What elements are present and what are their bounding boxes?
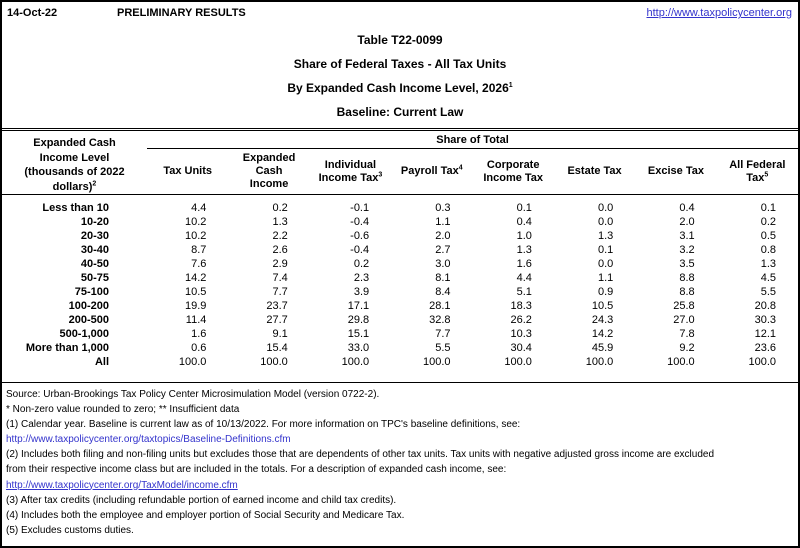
table-row	[2, 229, 798, 243]
row-label: 20-30	[80, 230, 109, 242]
table-cell: 0.4	[679, 202, 695, 214]
column-header	[310, 159, 391, 185]
table-cell: 0.1	[760, 202, 776, 214]
table-cell: 2.2	[272, 230, 288, 242]
footnote-ref: 5	[764, 170, 769, 178]
table-cell: 5.5	[760, 286, 776, 298]
row-label: 200-500	[68, 314, 109, 326]
table-cell: 7.7	[272, 286, 288, 298]
header-line: dollars)$^2$	[52, 179, 97, 193]
footnote-line: from their respective income class but are included in the totals. For a description of expanded cash income, see:	[6, 464, 507, 476]
table-cell: 27.7	[266, 314, 288, 326]
table-cell: 1.6	[516, 258, 532, 270]
table-cell: 0.8	[760, 244, 776, 256]
table-cell: 1.3	[272, 216, 288, 228]
table-grouping-title: By Expanded Cash Income Level, 2026$^1$	[287, 81, 513, 95]
table-row	[2, 327, 798, 341]
table-cell: 1.3	[597, 230, 614, 242]
table-cell: 20.8	[754, 300, 776, 312]
table-cell: 28.1	[429, 300, 451, 312]
table-cell: 3.5	[679, 258, 695, 270]
report-date: 14-Oct-22	[7, 7, 58, 19]
table-cell: 100.0	[748, 356, 776, 368]
table-cell: 3.0	[435, 258, 451, 270]
footnote-link[interactable]: http://www.taxpolicycenter.org/TaxModel/income.cfm	[6, 479, 238, 491]
footnote-line: * Non-zero value rounded to zero; ** Insufficient data	[6, 404, 240, 416]
table-cell: 3.1	[679, 230, 695, 242]
header-line: All Federal	[729, 158, 786, 171]
footnote-link[interactable]: http://www.taxpolicycenter.org/taxtopics/Baseline-Definitions.cfm	[6, 434, 291, 446]
row-label: 40-50	[80, 258, 109, 270]
footnote-line	[6, 432, 798, 447]
footnote-line: (4) Includes both the employee and employer portion of Social Security and Medicare Tax.	[6, 509, 405, 521]
table-cell: 0.0	[597, 202, 614, 214]
table-cell: 3.2	[679, 244, 695, 256]
header-line: Income Tax$^3$	[318, 170, 383, 184]
table-row	[2, 271, 798, 285]
column-header-row	[147, 149, 798, 194]
income-level-column-header	[2, 131, 147, 194]
row-label: 30-40	[80, 244, 109, 256]
table-cell: 9.1	[272, 328, 288, 340]
table-cell: 2.3	[353, 272, 370, 284]
table-cell: 29.8	[347, 314, 370, 326]
footnote-line: Source: Urban-Brookings Tax Policy Center Microsimulation Model (version 0722-2).	[6, 389, 380, 400]
table-cell: 23.7	[266, 300, 288, 312]
top-bar	[2, 2, 798, 19]
table-body	[2, 195, 798, 383]
header-line: Individual	[324, 158, 377, 171]
table-cell: 8.4	[435, 286, 451, 298]
table-cell: 2.7	[435, 244, 451, 256]
table-cell: 0.0	[597, 258, 614, 270]
table-cell: 0.6	[191, 342, 207, 354]
table-cell: 0.3	[435, 202, 451, 214]
table-row	[2, 355, 798, 369]
share-of-total-span-header: Share of Total	[147, 131, 798, 149]
preliminary-results-label: PRELIMINARY RESULTS	[117, 7, 246, 19]
header-line: Tax Units	[163, 165, 213, 177]
table-row	[2, 257, 798, 271]
header-line: (thousands of 2022	[24, 166, 125, 178]
table-number-title: Table T22-0099	[357, 33, 443, 47]
table-cell: 100.0	[178, 356, 207, 368]
table-cell: 45.9	[591, 342, 614, 354]
table-cell: 2.0	[435, 230, 451, 242]
footnote-ref-1: 1	[508, 82, 513, 89]
footnote-line: (1) Calendar year. Baseline is current law as of 10/13/2022. For more information on TPC's baseline definitions, see:	[6, 419, 521, 431]
table-cell: 23.6	[754, 342, 776, 354]
table-cell: 32.8	[429, 314, 451, 326]
table-cell: 26.2	[510, 314, 532, 326]
table-cell: 30.3	[754, 314, 776, 326]
table-row	[2, 285, 798, 299]
table-cell: 24.3	[591, 314, 614, 326]
table-cell: 7.6	[191, 258, 207, 270]
table-cell: 5.1	[516, 286, 532, 298]
table-cell: 8.8	[679, 286, 695, 298]
table-cell: 8.7	[191, 244, 207, 256]
column-header	[391, 165, 472, 178]
header-line: Income Level	[39, 151, 110, 164]
table-cell: 30.4	[510, 342, 532, 354]
table-cell: 2.0	[679, 216, 695, 228]
row-label: More than 1,000	[25, 342, 109, 354]
baseline-title: Baseline: Current Law	[336, 105, 464, 119]
table-cell: 0.1	[597, 244, 614, 256]
table-cell: 0.2	[272, 202, 288, 214]
table-cell: 19.9	[184, 300, 207, 312]
table-cell: 4.4	[191, 202, 207, 214]
table-row	[2, 341, 798, 355]
row-label: All	[94, 356, 109, 368]
row-label: 100-200	[68, 300, 109, 312]
table-cell: 3.9	[353, 286, 370, 298]
header-line: Income Tax	[483, 171, 544, 184]
table-cell: 0.2	[760, 216, 776, 228]
table-cell: 1.1	[597, 272, 614, 284]
title-block	[2, 28, 798, 124]
table-subject-title: Share of Federal Taxes - All Tax Units	[293, 57, 507, 71]
table-cell: 1.0	[516, 230, 532, 242]
footnote-line: (5) Excludes customs duties.	[6, 524, 134, 536]
table-cell: 1.3	[516, 244, 532, 256]
table-cell: 4.4	[516, 272, 532, 284]
table-cell: 0.2	[353, 258, 370, 270]
table-cell: 0.4	[516, 216, 532, 228]
column-header	[147, 165, 228, 178]
header-line: Income	[249, 178, 289, 190]
table-cell: 0.9	[597, 286, 614, 298]
share-of-total-group	[147, 131, 798, 194]
table-cell: 25.8	[673, 300, 695, 312]
table-row	[2, 313, 798, 327]
table-cell: 7.4	[272, 272, 288, 284]
table-cell: 17.1	[347, 300, 370, 312]
table-cell: 10.5	[591, 300, 614, 312]
table-cell: -0.4	[350, 244, 370, 256]
table-cell: 0.0	[597, 216, 614, 228]
table-row	[2, 299, 798, 313]
footnote-ref: 3	[378, 170, 383, 178]
table-cell: 10.5	[184, 286, 207, 298]
table-cell: 2.9	[272, 258, 288, 270]
column-header	[473, 159, 554, 185]
table-row	[2, 201, 798, 215]
column-header	[228, 152, 309, 191]
column-header	[717, 159, 798, 185]
table-cell: 100.0	[585, 356, 614, 368]
table-cell: 8.8	[679, 272, 695, 284]
footnote-ref: 4	[458, 164, 463, 172]
row-label: 75-100	[74, 286, 109, 298]
footnote-ref: 2	[92, 179, 97, 187]
column-header	[554, 165, 635, 178]
table-cell: 1.1	[435, 216, 451, 228]
data-table	[2, 128, 798, 383]
table-cell: 18.3	[510, 300, 532, 312]
table-cell: 2.6	[272, 244, 288, 256]
table-row	[2, 215, 798, 229]
column-header	[635, 165, 716, 178]
header-line: Corporate	[486, 158, 540, 171]
table-cell: 27.0	[673, 314, 695, 326]
table-cell: 100.0	[667, 356, 695, 368]
row-label: Less than 10	[42, 202, 109, 214]
table-cell: 0.1	[516, 202, 532, 214]
header-line: Payroll Tax$^4$	[400, 164, 463, 177]
table-cell: 10.3	[510, 328, 532, 340]
table-row	[2, 243, 798, 257]
table-cell: 1.3	[760, 258, 776, 270]
table-cell: 12.1	[754, 328, 776, 340]
table-cell: -0.6	[350, 230, 370, 242]
row-label: 50-75	[80, 272, 109, 284]
table-cell: 10.2	[184, 230, 207, 242]
table-cell: 14.2	[591, 328, 614, 340]
table-cell: 8.1	[435, 272, 451, 284]
table-cell: -0.4	[350, 216, 370, 228]
row-label: 500-1,000	[59, 328, 109, 340]
row-label: 10-20	[80, 216, 109, 228]
table-cell: 100.0	[422, 356, 451, 368]
table-cell: 10.2	[184, 216, 207, 228]
table-cell: 5.5	[435, 342, 451, 354]
header-line: Estate Tax	[567, 165, 622, 177]
taxpolicycenter-home-link[interactable]: http://www.taxpolicycenter.org	[646, 7, 792, 19]
table-cell: 100.0	[504, 356, 532, 368]
table-cell: 14.2	[184, 272, 207, 284]
table-cell: 15.4	[266, 342, 288, 354]
table-header	[2, 131, 798, 195]
footnote-line	[6, 478, 798, 493]
table-cell: 7.8	[679, 328, 695, 340]
table-cell: 11.4	[185, 314, 207, 326]
table-cell: 4.5	[760, 272, 776, 284]
header-line: Excise Tax	[647, 165, 704, 177]
table-cell: 33.0	[347, 342, 370, 354]
table-cell: 7.7	[435, 328, 451, 340]
footnote-line: (3) After tax credits (including refundable portion of earned income and child tax credits).	[6, 494, 397, 506]
table-cell: 15.1	[347, 328, 370, 340]
header-line: Expanded Cash	[33, 137, 116, 149]
table-cell: 0.5	[760, 230, 776, 242]
table-cell: 1.6	[191, 328, 207, 340]
header-line: Tax$^5$	[746, 170, 769, 184]
table-cell: -0.1	[350, 202, 370, 214]
footnotes-section	[2, 383, 798, 538]
table-cell: 9.2	[679, 342, 695, 354]
header-line: Expanded Cash	[242, 152, 296, 177]
table-cell: 100.0	[341, 356, 370, 368]
table-cell: 100.0	[260, 356, 288, 368]
footnote-line: (2) Includes both filing and non-filing units but excludes those that are dependents of other tax units. Tax units with negative adjusted gross income are excluded	[6, 449, 715, 461]
